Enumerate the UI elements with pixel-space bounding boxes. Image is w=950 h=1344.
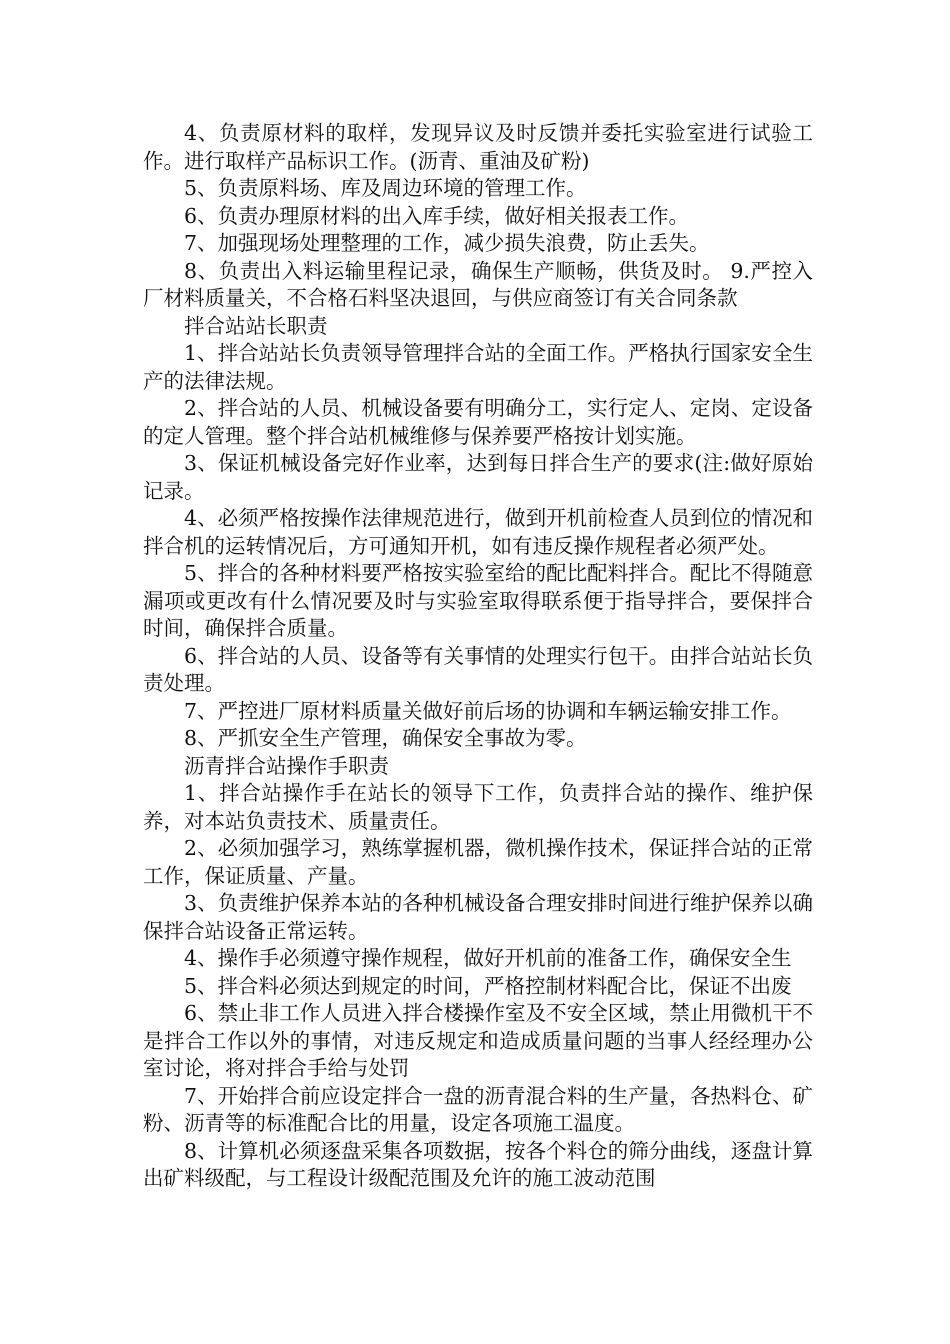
operator-item: 6、禁止非工作人员进入拌合楼操作室及不安全区域，禁止用微机干不是拌合工作以外的事情，对违反规定和造成质量问题的当事人经经理办公室讨论，将对拌合手给与处罚 [143,1001,813,1080]
station-manager-item: 3、保证机械设备完好作业率，达到每日拌合生产的要求(注:做好原始记录。 [143,451,813,503]
station-manager-item: 7、严控进厂原材料质量关做好前后场的协调和车辆运输安排工作。 [184,698,792,723]
station-manager-item: 4、必须严格按操作法律规范进行，做到开机前检查人员到位的情况和拌合机的运转情况后，方可通知开机，如有违反操作规程者必须严处。 [143,506,813,558]
paragraph: 5、负责原料场、库及周边环境的管理工作。 [184,176,587,200]
station-manager-item: 6、拌合站的人员、设备等有关事情的处理实行包干。由拌合站站长负责处理。 [143,643,813,695]
section-heading-operator: 沥青拌合站操作手职责 [184,753,389,778]
paragraph: 7、加强现场处理整理的工作，减少损失浪费，防止丢失。 [184,231,710,255]
operator-item: 7、开始拌合前应设定拌合一盘的沥青混合料的生产量，各热料仓、矿粉、沥青等的标准配合比的用量，设定各项施工温度。 [143,1083,813,1135]
document-page [143,120,813,1193]
operator-item: 2、必须加强学习，熟练掌握机器，微机操作技术，保证拌合站的正常工作，保证质量、产量。 [143,836,813,888]
station-manager-item: 5、拌合的各种材料要严格按实验室给的配比配料拌合。配比不得随意漏项或更改有什么情况要及时与实验室取得联系便于指导拌合，要保拌合时间，确保拌合质量。 [143,561,813,640]
paragraph: 6、负责办理原材料的出入库手续，做好相关报表工作。 [184,203,690,228]
operator-item: 4、操作手必须遵守操作规程，做好开机前的准备工作，确保安全生 [184,946,792,970]
operator-item: 8、计算机必须逐盘采集各项数据，按各个料仓的筛分曲线，逐盘计算出矿料级配，与工程设计级配范围及允许的施工波动范围 [143,1138,813,1190]
paragraph: 8、负责出入料运输里程记录，确保生产顺畅，供货及时。 9.严控入厂材料质量关，不合格石料坚决退回，与供应商签订有关合同条款 [143,258,813,310]
station-manager-item: 8、严抓安全生产管理，确保安全事故为零。 [184,726,587,750]
station-manager-item: 2、拌合站的人员、机械设备要有明确分工，实行定人、定岗、定设备的定人管理。整个拌合站机械维修与保养要严格按计划实施。 [143,396,813,448]
operator-item: 5、拌合料必须达到规定的时间，严格控制材料配合比，保证不出废 [184,973,792,998]
paragraph: 4、负责原材料的取样，发现异议及时反馈并委托实验室进行试验工作。进行取样产品标识工作。(沥青、重油及矿粉) [143,121,813,173]
operator-item: 1、拌合站操作手在站长的领导下工作，负责拌合站的操作、维护保养，对本站负责技术、质量责任。 [143,781,813,833]
operator-item: 3、负责维护保养本站的各种机械设备合理安排时间进行维护保养以确保拌合站设备正常运转。 [143,891,813,943]
section-heading-station-manager: 拌合站站长职责 [184,313,328,338]
station-manager-item: 1、拌合站站长负责领导管理拌合站的全面工作。严格执行国家安全生产的法律法规。 [143,341,813,393]
